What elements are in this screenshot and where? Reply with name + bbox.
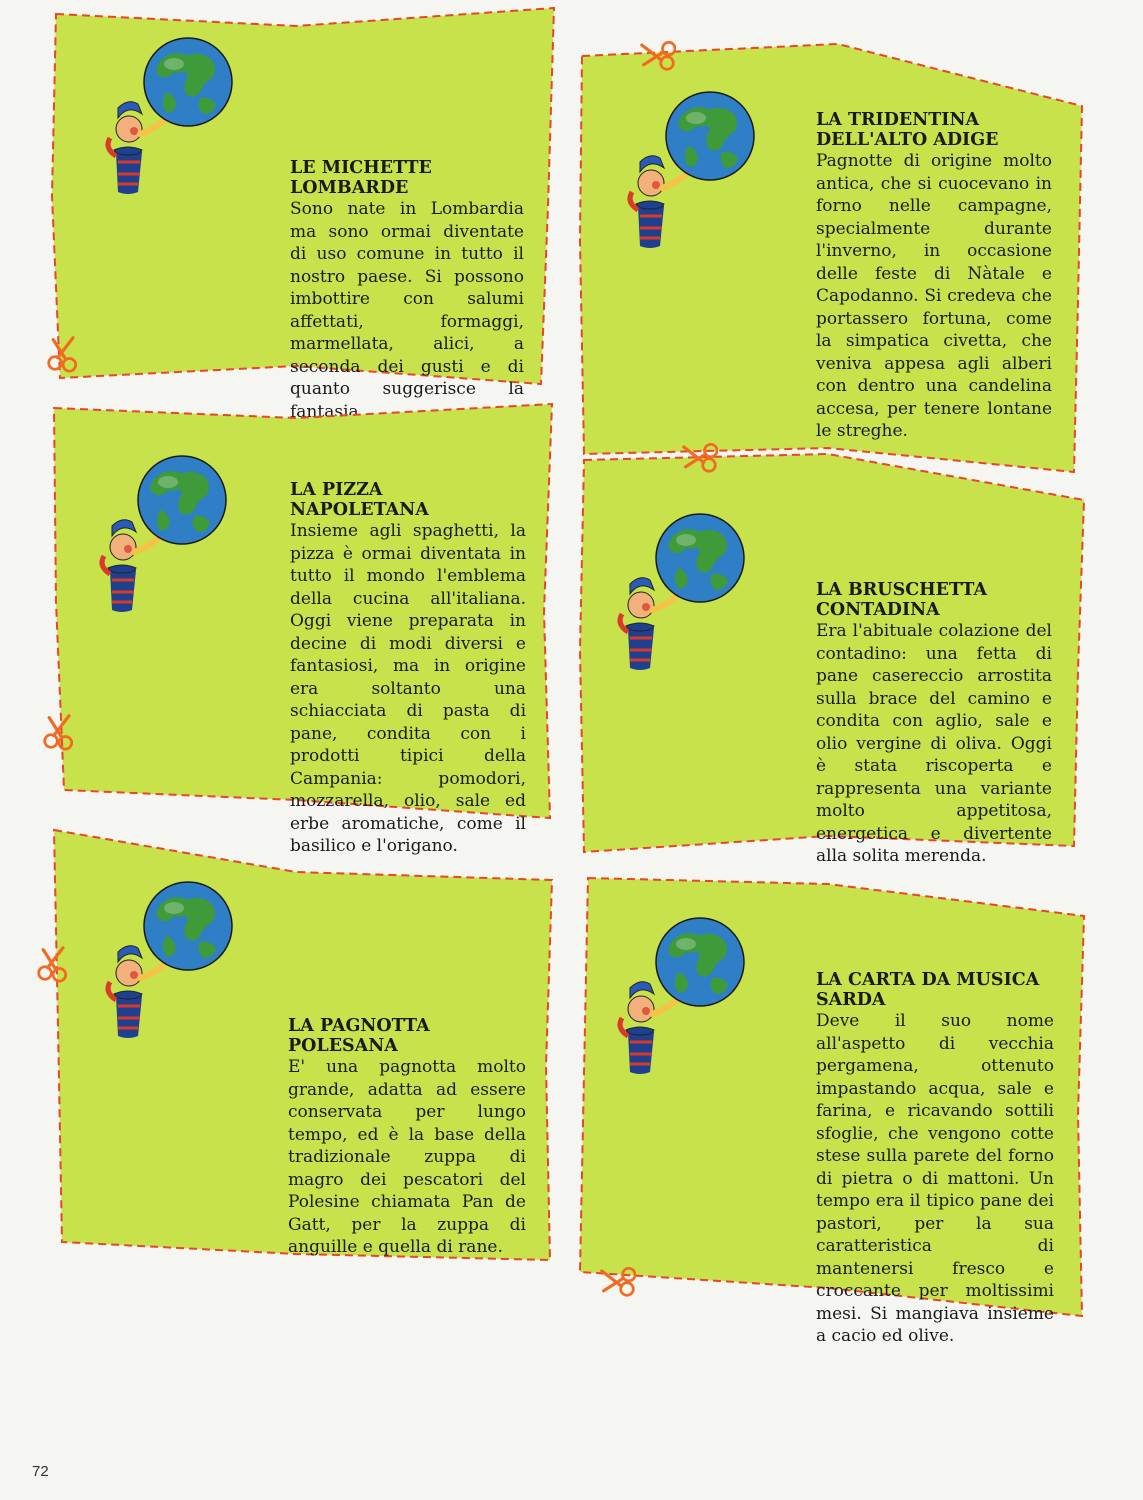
globe-character-icon (96, 34, 246, 194)
card-body: Insieme agli spaghetti, la pizza è ormai diventata in tutto il mondo l'emblema della cucina all'italiana. Oggi viene preparata in decine di modi diversi e fantasiosi, ma in origine era soltanto una schiacciata di pasta di pane, condita con i prodotti tipici della Campania: pomodori, mozzarella, olio, sale ed erbe aromatiche, come il basilico e l'origano. (290, 521, 526, 856)
card-body: Era l'abituale colazione del contadino: una fetta di pane casereccio arrostita sulla brace del camino e condita con aglio, sale e olio vergine di oliva. Oggi è stata riscoperta e rappresenta una variante molto appetitosa, energetica e divertente alla solita merenda. (816, 621, 1052, 866)
scissors-icon (682, 426, 718, 486)
globe-character-icon (608, 510, 758, 670)
bread-card-michette (46, 6, 554, 422)
card-text (288, 1016, 526, 1259)
scissors-icon (640, 24, 676, 84)
bread-card-bruschetta (578, 450, 1086, 866)
card-title: LA PAGNOTTA POLESANA (288, 1016, 430, 1056)
card-body: E' una pagnotta molto grande, adatta ad essere conservata per lungo tempo, ed è la base della tradizionale zuppa di magro dei pescatori del Polesine chiamata Pan de Gatt, per la zuppa di anguille e quella di rane. (288, 1057, 526, 1257)
bread-card-tridentina (578, 40, 1086, 480)
card-text (290, 158, 524, 423)
card-title: LE MICHETTE LOMBARDE (290, 158, 432, 198)
card-title: LA PIZZA NAPOLETANA (290, 480, 429, 520)
card-text (816, 970, 1054, 1348)
bread-card-pagnotta (46, 826, 554, 1264)
scissors-icon (600, 1250, 636, 1310)
card-text (816, 110, 1052, 443)
globe-character-icon (90, 452, 240, 612)
scissors-icon (36, 934, 72, 994)
card-title: LA TRIDENTINA DELL'ALTO ADIGE (816, 110, 999, 150)
card-title: LA CARTA DA MUSICA SARDA (816, 970, 1040, 1010)
globe-character-icon (608, 914, 758, 1074)
card-text (290, 480, 526, 858)
page-number: 72 (32, 1463, 49, 1480)
card-body: Sono nate in Lombardia ma sono ormai diventate di uso comune in tutto il nostro paese. Si possono imbottire con salumi affettati, formaggi, marmellata, alici, a seconda dei gusti e di quanto suggerisce la fantasia. (290, 199, 524, 422)
scissors-icon (46, 324, 82, 384)
card-body: Deve il suo nome all'aspetto di vecchia pergamena, ottenuto impastando acqua, sale e farina, e ricavando sottili sfoglie, che vengono cotte stese sulla parete del forno di pietra o di mattoni. Un tempo era il tipico pane dei pastori, per la sua caratteristica di mantenersi fresco e croccante per moltissimi mesi. Si mangiava insieme a cacio ed olive. (816, 1011, 1054, 1346)
globe-character-icon (96, 878, 246, 1038)
bread-card-carta-musica (578, 874, 1086, 1346)
bread-card-pizza (46, 402, 554, 856)
scissors-icon (42, 702, 78, 762)
globe-character-icon (618, 88, 768, 248)
card-title: LA BRUSCHETTA CONTADINA (816, 580, 988, 620)
card-text (816, 580, 1052, 868)
card-body: Pagnotte di origine molto antica, che si cuocevano in forno nelle campagne, specialmente durante l'inverno, in occasione delle feste di Nàtale e Capodanno. Si credeva che portassero fortuna, come la simpatica civetta, che veniva appesa agli alberi con dentro una candelina accesa, per tenere lontane le streghe. (816, 151, 1052, 441)
